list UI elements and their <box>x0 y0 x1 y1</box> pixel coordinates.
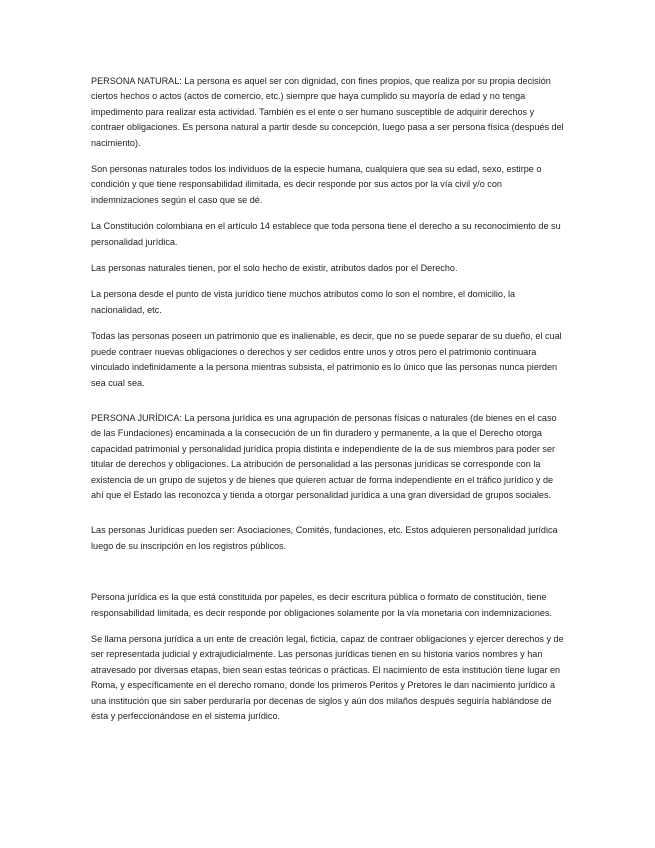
paragraph-persona-juridica: PERSONA JURÍDICA: La persona jurídica es una agrupación de personas físicas o naturales (de bienes en el caso de las Fundaciones) encaminada a la consecución de un fin duradero y permanente, a la que el Derecho otorga capacidad patrimonial y personalidad jurídica propia distinta e independiente de la de sus miembros para poder ser titular de derechos y obligaciones. La atribución de personalidad a las personas jurídicas se corresponde con la existencia de un grupo de sujetos y de bienes que quieren actuar de forma independiente en el tráfico jurídico y de ahí que el Estado las reconozca y tienda a otorgar personalidad jurídica a una gran diversidad de grupos sociales. <box>91 412 557 500</box>
paragraph-constituida-papeles: Persona jurídica es la que está constituida por papeles, es decir escritura pública o formato de constitución, tiene responsabilidad limitada, es decir responde por obligaciones solamente por la vía monetaria con indemnizaciones. <box>91 592 553 618</box>
document-body <box>91 74 565 735</box>
paragraph-constitucion: La Constitución colombiana en el artículo 14 establece que toda persona tiene el derecho a su reconocimiento de su personalidad jurídica. <box>91 221 561 247</box>
paragraph-persona-natural: PERSONA NATURAL: La persona es aquel ser con dignidad, con fines propios, que realiza por su propia decisión ciertos hechos o actos (actos de comercio, etc.) siempre que haya cumplido su mayoría de edad y no tenga impedimento para realizar esta actividad. También es el ente o ser humano susceptible de adquirir derechos y contraer obligaciones. Es persona natural a partir desde su concepción, luego pasa a ser persona física (después del nacimiento). <box>91 76 564 148</box>
paragraph-atributos: Las personas naturales tienen, por el solo hecho de existir, atributos dados por el Derecho. <box>91 263 458 274</box>
paragraph-historia: Se llama persona jurídica a un ente de creación legal, ficticia, capaz de contraer obligaciones y ejercer derechos y de ser representada judicial y extrajudicialmente. Las personas jurídicas tienen en su historia varios nombres y han atravesado por diversas etapas, bien sean estas teóricas o prácticas. El nacimiento de esta institución tiene lugar en Roma, y específicamente en el derecho romano, donde los primeros Peritos y Pretores le dan nacimiento jurídico a una institución que sin saber perduraría por decenas de siglos y aún dos milaños después seguiría hablándose de ésta y perfeccionándose en el sistema jurídico. <box>91 633 564 721</box>
paragraph-personas-naturales: Son personas naturales todos los individuos de la especie humana, cualquiera que sea su edad, sexo, estirpe o condición y que tiene responsabilidad ilimitada, es decir responde por sus actos por la vía civil y/o con indemnizaciones según el caso que se dé. <box>91 164 542 205</box>
paragraph-patrimonio: Todas las personas poseen un patrimonio que es inalienable, es decir, que no se puede separar de su dueño, el cual puede contraer nuevas obligaciones o derechos y ser cedidos entre unos y otros pero el patrimonio continuara vinculado indefinidamente a la persona mientras subsista, el patrimonio es lo único que las personas nunca pierden sea cual sea. <box>91 331 562 388</box>
paragraph-tipos-juridicas: Las personas Jurídicas pueden ser: Asociaciones, Comités, fundaciones, etc. Estos adquieren personalidad jurídica luego de su inscripción en los registros públicos. <box>91 525 558 551</box>
paragraph-punto-de-vista: La persona desde el punto de vista jurídico tiene muchos atributos como lo son el nombre, el domicilio, la nacionalidad, etc. <box>91 289 516 315</box>
